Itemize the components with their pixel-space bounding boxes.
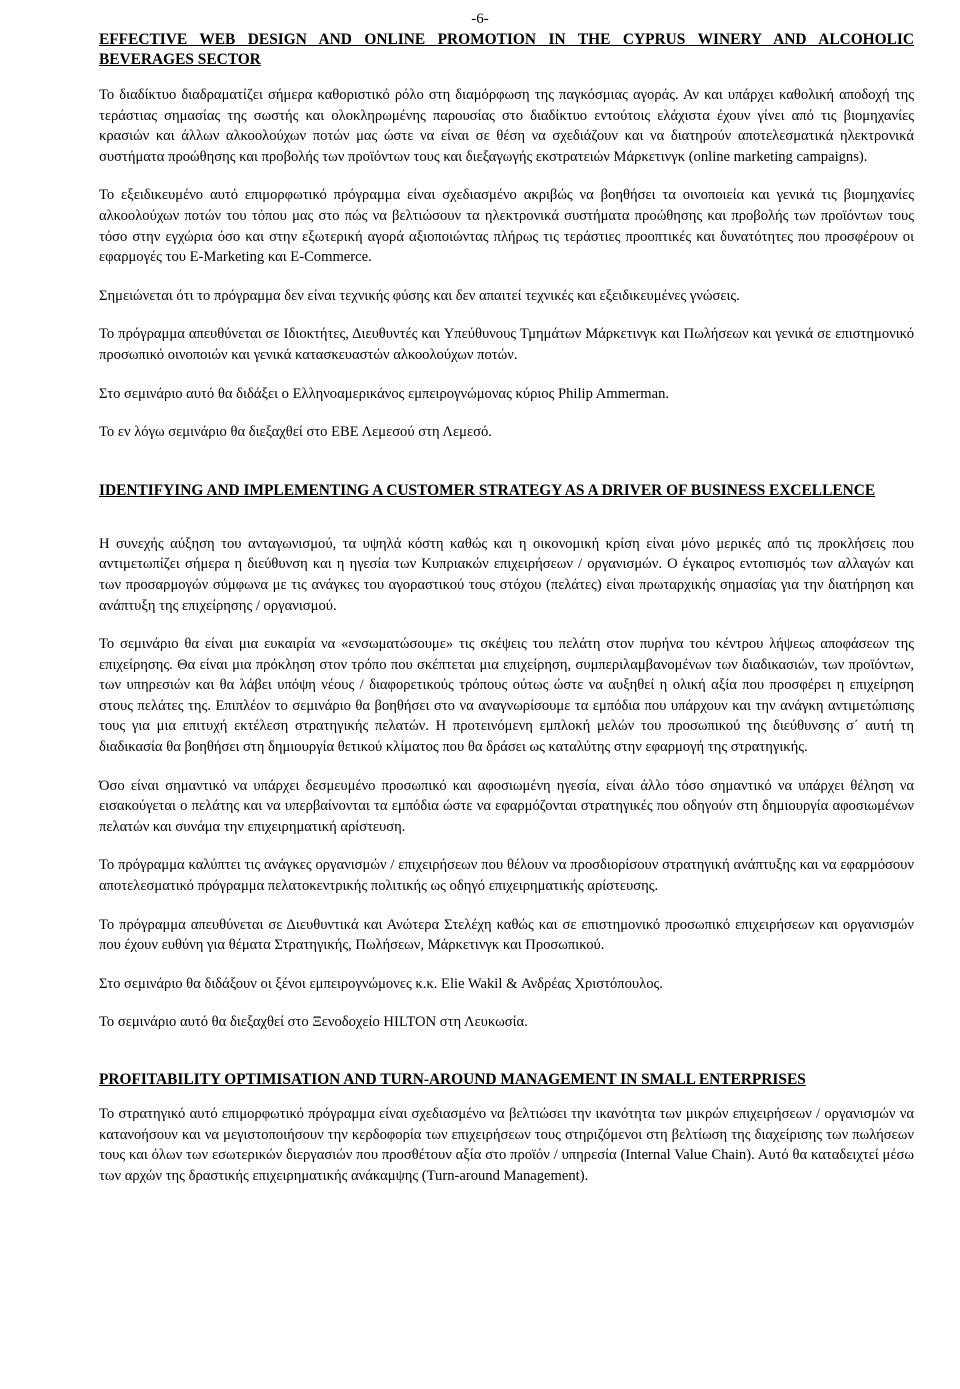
- paragraph: Το πρόγραμμα απευθύνεται σε Ιδιοκτήτες, Διευθυντές και Υπεύθυνους Τμημάτων Μάρκετινγκ και Πωλήσεων και γενικά σε επιστημονικό προσωπικό οινοποιών και γενικά κατασκευαστών αλκοολούχων ποτών.: [99, 326, 914, 363]
- page-number: -6-: [471, 11, 489, 27]
- paragraph: Όσο είναι σημαντικό να υπάρχει δεσμευμένο προσωπικό και αφοσιωμένη ηγεσία, είναι άλλο τόσο σημαντικό να υπάρχει θέληση να εισακούγεται ο πελάτης και να υπερβαίνονται τα εμπόδια ώστε να εφαρμόζονται στρατηγικές που οδηγούν στη δημιουργία αφοσιωμένων πελατών και συνάμα την επιχειρηματική αρίστευση.: [99, 777, 914, 835]
- paragraph: Η συνεχής αύξηση του ανταγωνισμού, τα υψηλά κόστη καθώς και η οικονομική κρίση είναι μόνο μερικές από τις προκλήσεις που αντιμετωπίζει σήμερα η διεύθυνση και η ηγεσία των Κυπριακών επιχειρήσεων / οργανισμών. Ο έγκαιρος εντοπισμός των αλλαγών και των προσαρμογών σύμφωνα με τις ανάγκες του αγοραστικού τους στόχου (πελάτες) είναι πρωταρχικής σημασίας για την διατήρηση και ανάπτυξη της επιχείρησης / οργανισμού.: [99, 535, 914, 614]
- paragraph: Σημειώνεται ότι το πρόγραμμα δεν είναι τεχνικής φύσης και δεν απαιτεί τεχνικές και εξειδικευμένες γνώσεις.: [99, 287, 740, 304]
- paragraph: Το διαδίκτυο διαδραματίζει σήμερα καθοριστικό ρόλο στη διαμόρφωση της παγκόσμιας αγοράς. Αν και υπάρχει καθολική αποδοχή της τεράστιας σημασίας της σωστής και ολοκληρωμένης παρουσίας στο διαδίκτυο εντούτοις ελάχιστα έχουν γίνει από τις βιομηχανίες κρασιών και άλλων αλκοολούχων ποτών μας ώστε να είναι σε θέση να σχεδιάζουν και να διατηρούν αποτελεσματικά ηλεκτρονικά συστήματα προώθησης και προβολής των προϊόντων τους και διεξαγωγής εκστρατειών Μάρκετινγκ (online marketing campaigns).: [99, 87, 914, 165]
- section-web-design: [99, 30, 914, 443]
- paragraph: Το εν λόγω σεμινάριο θα διεξαχθεί στο ΕΒΕ Λεμεσού στη Λεμεσό.: [99, 424, 492, 441]
- paragraph: Το πρόγραμμα καλύπτει τις ανάγκες οργανισμών / επιχειρήσεων που θέλουν να προσδιορίσουν στρατηγική ανάπτυξης και να εφαρμόσουν αποτελεσματικό πρόγραμμα πελατοκεντρικής πολιτικής ως οδηγό επιχειρηματικής αρίστευσης.: [99, 857, 914, 895]
- section-heading: PROFITABILITY OPTIMISATION AND TURN-AROUND MANAGEMENT IN SMALL ENTERPRISES: [99, 1071, 806, 1088]
- paragraph: Στο σεμινάριο αυτό θα διδάξει ο Ελληνοαμερικάνος εμπειρογνώμονας κύριος Philip Ammerman.: [99, 385, 670, 402]
- paragraph: Το σεμινάριο αυτό θα διεξαχθεί στο Ξενοδοχείο HILTON στη Λευκωσία.: [99, 1014, 528, 1031]
- section-heading: EFFECTIVE WEB DESIGN AND ONLINE PROMOTION IN THE CYPRUS WINERY AND ALCOHOLIC BEVERAGES SECTOR: [99, 31, 914, 68]
- paragraph: Το εξειδικευμένο αυτό επιμορφωτικό πρόγραμμα είναι σχεδιασμένο ακριβώς να βοηθήσει τα οινοποιεία και γενικά τις βιομηχανίες αλκοολούχων ποτών του τόπου μας στο πώς να βελτιώσουν τα ηλεκτρονικά συστήματα προώθησης και προβολής των προϊόντων τους τόσο στην εγχώρια όσο και στην εξωτερική αγορά αξιοποιώντας πλήρως τις τεράστιες προοπτικές και δυνατότητες που προσφέρουν οι εφαρμογές του E-Marketing και E-Commerce.: [99, 187, 914, 266]
- paragraph: Το σεμινάριο θα είναι μια ευκαιρία να «ενσωματώσουμε» τις σκέψεις του πελάτη στον πυρήνα του κέντρου λήψεως αποφάσεων της επιχείρησης. Θα είναι μια πρόκληση στον τρόπο που σκέπτεται μια επιχείρηση, συμπεριλαμβανομένων των διαδικασιών, των προϊόντων, των υπηρεσιών και θα λάβει υπόψη νέους / διαφορετικούς τρόπους ούτως ώστε να αυξηθεί η ολική αξία που προσφέρει η επιχείρηση στους πελάτες της. Επιπλέον το σεμινάριο θα βοηθήσει στο να αναγνωρίσουμε τα εμπόδια που υπάρχουν και την ανάγκη αντιμετώπισης τους για μια επιτυχή εκτέλεση στρατηγικής πελατών. Η προτεινόμενη εμπλοκή μελών του προσωπικού της διεύθυνσης σ΄ αυτή τη διαδικασία θα βοηθήσει στη δημιουργία θετικού κλίματος που θα δράσει ως καταλύτης στην εφαρμογή της στρατηγικής.: [99, 636, 914, 756]
- document-body: [99, 30, 914, 1186]
- paragraph: Το πρόγραμμα απευθύνεται σε Διευθυντικά και Ανώτερα Στελέχη καθώς και σε επιστημονικό προσωπικό επιχειρήσεων και οργανισμών που έχουν ευθύνη για θέματα Στρατηγικής, Πωλήσεων, Μάρκετινγκ και Προσωπικού.: [99, 916, 914, 954]
- section-heading: IDENTIFYING AND IMPLEMENTING A CUSTOMER STRATEGY AS A DRIVER OF BUSINESS EXCELLENCE: [99, 481, 876, 499]
- paragraph: Στο σεμινάριο θα διδάξουν οι ξένοι εμπειρογνώμονες κ.κ. Elie Wakil & Ανδρέας Χριστόπουλος.: [99, 975, 663, 992]
- section-customer-strategy: [99, 481, 914, 1033]
- section-profitability: [99, 1070, 914, 1186]
- paragraph: Το στρατηγικό αυτό επιμορφωτικό πρόγραμμα είναι σχεδιασμένο να βελτιώσει την ικανότητα των μικρών επιχειρήσεων / οργανισμών να κατανοήσουν και να μεγιστοποιήσουν την κερδοφορία των επιχειρήσεων τους στηριζόμενοι στη βελτίωση της διαχείρισης των πωλήσεων τους και όλων των εσωτερικών διεργασιών που προσθέτουν αξία στο προϊόν / υπηρεσία (Internal Value Chain). Αυτό θα καταδειχτεί μέσω των αρχών της δραστικής επιχειρηματικής ανάκαμψης (Turn-around Management).: [99, 1106, 914, 1184]
